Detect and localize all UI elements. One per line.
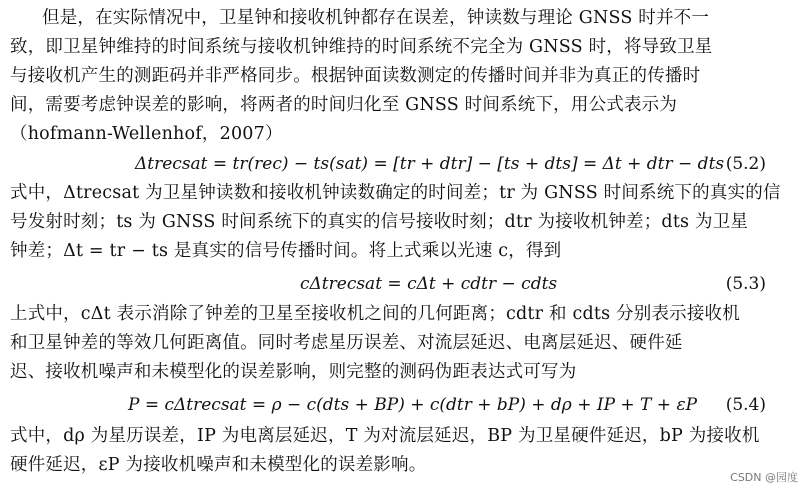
paragraph-line: 硬件延迟，εP 为接收机噪声和未模型化的误差影响。 — [10, 455, 427, 475]
equation-5-2: Δtrecsat = tr(rec) − ts(sat) = [tr + dtr] − [ts + dts] = Δt + dtr − dts — [135, 154, 725, 174]
paragraph-line: 致，即卫星钟维持的时间系统与接收机钟维持的时间系统不完全为 GNSS 时，将导致卫星 — [10, 37, 713, 57]
paragraph-line: 与接收机产生的测距码并非严格同步。根据钟面读数测定的传播时间并非为真正的传播时 — [10, 66, 701, 86]
paragraph-line: 迟、接收机噪声和未模型化的误差影响，则完整的测码伪距表达式可写为 — [10, 362, 577, 382]
citation-line: （hofmann-Wellenhof，2007） — [10, 124, 283, 144]
paragraph-line: 和卫星钟差的等效几何距离值。同时考虑星历误差、对流层延迟、电离层延迟、硬件延 — [10, 333, 683, 353]
paragraph-line: 式中，Δtrecsat 为卫星钟读数和接收机钟读数确定的时间差；tr 为 GNSS 时间系统下的真实的信 — [10, 183, 781, 203]
equation-number: (5.3) — [725, 274, 766, 294]
equation-number: (5.4) — [725, 395, 766, 415]
equation-number: (5.2) — [725, 154, 766, 174]
paragraph-line: 钟差；Δt = tr − ts 是真实的信号传播时间。将上式乘以光速 c，得到 — [10, 241, 562, 261]
equation-5-4: P = cΔtrecsat = ρ − c(dts + BP) + c(dtr + bP) + dρ + IP + T + εP — [128, 395, 698, 415]
paragraph-line: 式中，dρ 为星历误差，IP 为电离层延迟，T 为对流层延迟，BP 为卫星硬件延迟，bP 为接收机 — [10, 426, 760, 446]
paragraph-line: 间，需要考虑钟误差的影响，将两者的时间归化至 GNSS 时间系统下，用公式表示为 — [10, 95, 678, 115]
watermark: CSDN @园度 — [730, 471, 798, 484]
paragraph-line: 但是，在实际情况中，卫星钟和接收机钟都存在误差，钟读数与理论 GNSS 时并不一 — [42, 8, 710, 28]
equation-5-3: cΔtrecsat = cΔt + cdtr − cdts — [300, 274, 558, 294]
paragraph-line: 号发射时刻；ts 为 GNSS 时间系统下的真实的信号接收时刻；dtr 为接收机钟差；dts 为卫星 — [10, 212, 749, 232]
paragraph-line: 上式中，cΔt 表示消除了钟差的卫星至接收机之间的几何距离；cdtr 和 cdts 分别表示接收机 — [10, 304, 740, 324]
